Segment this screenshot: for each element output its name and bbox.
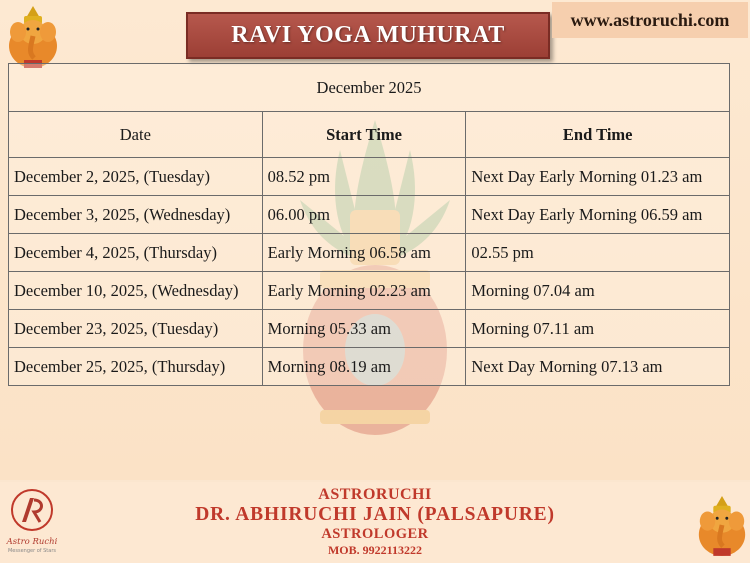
table-header-row [9,112,730,158]
footer-mobile: MOB. 9922113222 [327,543,422,557]
ganesha-icon [694,490,750,560]
footer-role: ASTROLOGER [321,526,429,542]
cell-start-time: 06.00 pm [262,196,466,234]
cell-date: December 25, 2025, (Thursday) [9,348,263,386]
cell-end-time: 02.55 pm [466,234,730,272]
cell-end-time: Next Day Early Morning 06.59 am [466,196,730,234]
cell-date: December 4, 2025, (Thursday) [9,234,263,272]
footer [0,482,750,563]
cell-start-time: Early Morning 02.23 am [262,272,466,310]
muhurat-table [8,63,730,386]
cell-end-time: Next Day Morning 07.13 am [466,348,730,386]
table-row [9,272,730,310]
ganesha-icon [4,2,62,70]
website-link[interactable]: www.astroruchi.com [552,2,748,38]
cell-start-time: 08.52 pm [262,158,466,196]
cell-start-time: Early Morning 06.58 am [262,234,466,272]
cell-end-time: Morning 07.11 am [466,310,730,348]
footer-brand: ASTRORUCHI [318,486,432,503]
cell-date: December 3, 2025, (Wednesday) [9,196,263,234]
table-row [9,310,730,348]
cell-date: December 10, 2025, (Wednesday) [9,272,263,310]
logo-tagline: Messenger of Stars [7,548,56,554]
table-month-row [9,64,730,112]
cell-start-time: Morning 08.19 am [262,348,466,386]
page-title: RAVI YOGA MUHURAT [231,22,505,48]
table-row [9,158,730,196]
column-header-date: Date [9,112,263,158]
table-row [9,234,730,272]
cell-end-time: Morning 07.04 am [466,272,730,310]
table-row [9,196,730,234]
cell-date: December 23, 2025, (Tuesday) [9,310,263,348]
logo-text: Astro Ruchi [6,537,58,547]
footer-astrologer-name: DR. ABHIRUCHI JAIN (PALSAPURE) [195,504,555,525]
table-month: December 2025 [9,64,730,112]
page-title-banner [186,12,550,59]
column-header-end-time: End Time [466,112,730,158]
column-header-start-time: Start Time [262,112,466,158]
table-row [9,348,730,386]
cell-end-time: Next Day Early Morning 01.23 am [466,158,730,196]
cell-date: December 2, 2025, (Tuesday) [9,158,263,196]
cell-start-time: Morning 05.33 am [262,310,466,348]
